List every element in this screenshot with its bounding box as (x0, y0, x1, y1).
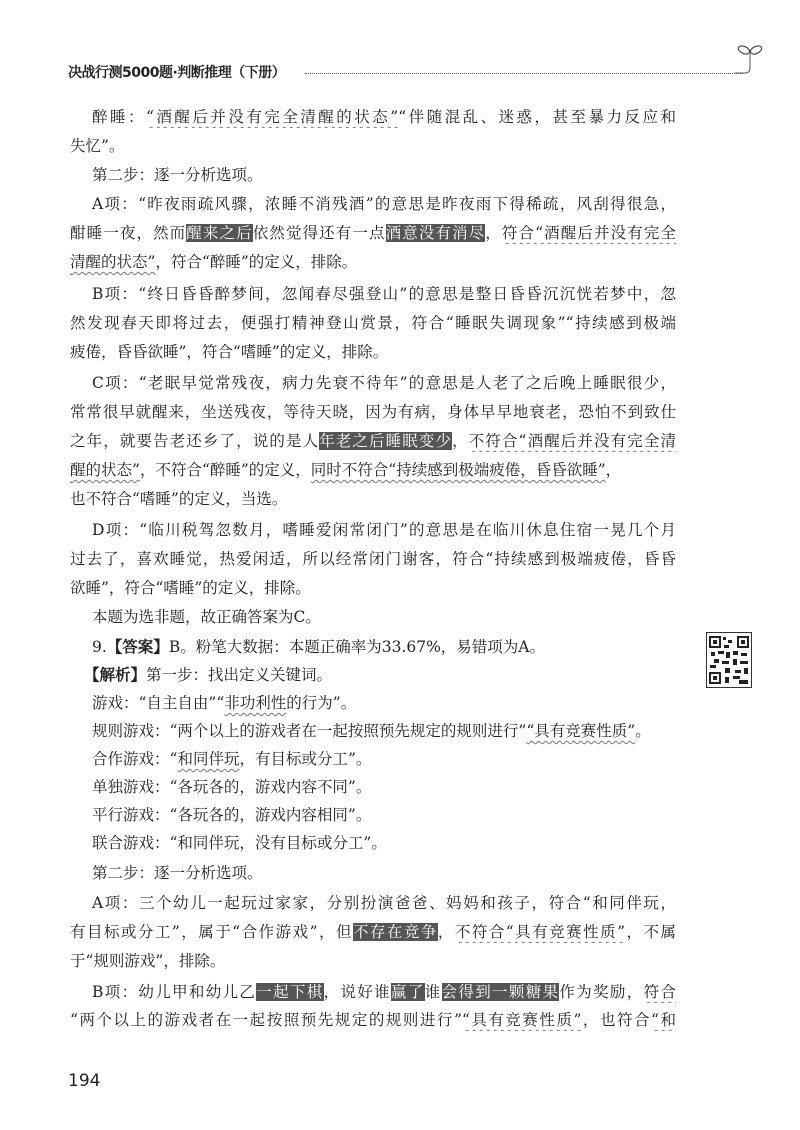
page-number: 194 (68, 1071, 101, 1091)
wavy-underline: 清醒的状态” (70, 253, 156, 271)
text: 失忆”。 (70, 137, 125, 155)
text: 之年，就要告老还乡了，说的是人 (70, 432, 320, 450)
highlight: 酒意没有消尽 (385, 224, 486, 242)
text: 过去了，喜欢睡觉，热爱闲适，所以经常闭门谢客，符合“持续感到极端疲倦，昏昏 (70, 550, 676, 568)
text-line (70, 401, 676, 423)
text-line (92, 193, 676, 215)
highlight: 一起下棋 (256, 983, 324, 1001)
text: D项：“临川税驾忽数月，嗜睡爱闲常闭门”的意思是在临川休息住宿一晃几个月 (92, 521, 676, 539)
text: 。 (635, 722, 651, 740)
text-line (92, 748, 676, 770)
text: A项：三个幼儿一起玩过家家，分别扮演爸爸、妈妈和孩子，符合“和同伴玩， (92, 894, 676, 912)
text: 单独游戏：“各玩各的，游戏内容不同”。 (92, 778, 372, 796)
text: ，有目标或分工”。 (239, 750, 372, 768)
text-line (70, 488, 676, 510)
highlight: 赢了 (391, 983, 425, 1001)
text: B项：“终日昏昏醉梦间，忽闻春尽强登山”的意思是整日昏昏沉沉恍若梦中，忽 (92, 285, 676, 303)
text: “伴随混乱、迷惑，甚至暴力反应和 (398, 108, 676, 126)
wavy-underline: “具有竞赛性质” (461, 1011, 582, 1029)
text: 9. (92, 638, 107, 656)
text: 疲倦，昏昏欲睡”，符合“嗜睡”的定义，排除。 (70, 343, 389, 361)
wavy-underline: 醒的状态” (70, 461, 140, 479)
wavy-underline: 符合 (643, 983, 676, 1001)
wavy-underline: 不符合“具有竞赛性质” (454, 923, 626, 941)
text: 第二步：逐一分析选项。 (92, 166, 263, 184)
text-line (70, 430, 676, 452)
wavy-underline: “具有竞赛性质” (526, 722, 636, 740)
wavy-underline: 不符合“酒醒后并没有完全清 (468, 432, 676, 450)
wavy-underline: “和 (651, 1011, 676, 1029)
text-line (70, 251, 676, 273)
text-line (92, 720, 676, 742)
text: B。粉笔大数据：本题正确率为33.67%，易错项为A。 (168, 638, 545, 656)
text-line (84, 664, 676, 686)
text: 有目标或分工”，属于“合作游戏”，但 (70, 923, 353, 941)
text: 也不符合“嗜睡”的定义，当选。 (70, 490, 288, 508)
text-line (92, 106, 676, 128)
header-divider (305, 73, 743, 74)
text-line (70, 577, 676, 599)
sprout-icon (735, 42, 775, 82)
text-line (70, 312, 676, 334)
text: ， (485, 224, 502, 242)
text: ， (452, 432, 469, 450)
highlight: 不存在竞争 (352, 923, 438, 941)
text: 醉睡： (92, 108, 146, 126)
text: 规则游戏：“两个以上的游戏者在一起按照预先规定的规则进行” (92, 722, 527, 740)
text-line (92, 283, 676, 305)
text: ，说好谁 (323, 983, 391, 1001)
text: ，不符合“醉睡”的定义， (139, 461, 311, 479)
text: 合作游戏：“ (92, 750, 178, 768)
text: 平行游戏：“各玩各的，游戏内容相同”。 (92, 806, 372, 824)
text-line (92, 981, 676, 1003)
text: “两个以上的游戏者在一起按照预先规定的规则进行” (70, 1011, 462, 1029)
text: 第二步：逐一分析选项。 (92, 864, 263, 882)
text-line (92, 862, 676, 884)
text: 于“规则游戏”，排除。 (70, 952, 226, 970)
text: 谁 (424, 983, 442, 1001)
text-line (70, 548, 676, 570)
wavy-underline: 非功利性 (224, 694, 287, 712)
text-line (70, 341, 676, 363)
text: ，也符合 (581, 1011, 652, 1029)
text: ，不属 (625, 923, 676, 941)
text: 欲睡”，符合“嗜睡”的定义，排除。 (70, 579, 311, 597)
text: 酣睡一夜，然而 (70, 224, 187, 242)
text: ，符合“醉睡”的定义，排除。 (155, 253, 358, 271)
highlight: 醒来之后 (186, 224, 253, 242)
text-line (70, 222, 676, 244)
text-line (92, 372, 676, 394)
text-line (92, 606, 676, 628)
text: 常常很早就醒来，坐送残夜，等待天晓，因为有病，身体早早地衰老，恐怕不到致仕 (70, 403, 676, 421)
running-header: 决战行测5000题·判断推理（下册） (68, 65, 286, 81)
text-line (92, 636, 676, 658)
qr-code[interactable] (706, 632, 752, 688)
text-line (70, 950, 676, 972)
text-line (92, 519, 676, 541)
text-line (92, 832, 676, 854)
text: B项：幼儿甲和幼儿乙 (92, 983, 257, 1001)
text: 游戏：“自主自由”“ (92, 694, 225, 712)
text-line (70, 135, 676, 157)
text: 然发现春天即将过去，便强打精神登山赏景，符合“睡眠失调现象”“持续感到极端 (70, 314, 676, 332)
text: A项：“昨夜雨疏风骤，浓睡不消残酒”的意思是昨夜雨下得稀疏，风刮得很急， (92, 195, 676, 213)
text: 联合游戏：“和同伴玩，没有目标或分工”。 (92, 834, 387, 852)
text: ， (437, 923, 455, 941)
text-line (92, 892, 676, 914)
text-line (92, 804, 676, 826)
text-line (70, 921, 676, 943)
text-line (92, 164, 676, 186)
text: ， (605, 461, 622, 479)
text: C项：“老眠早觉常残夜，病力先衰不待年”的意思是人老了之后晚上睡眠很少， (92, 374, 676, 392)
wavy-underline: 和同伴玩 (177, 750, 240, 768)
text-line (70, 459, 676, 481)
text: 第一步：找出定义关键词。 (146, 666, 333, 684)
bold-label: 【答案】 (106, 638, 169, 656)
text-line (92, 776, 676, 798)
text: 的行为”。 (286, 694, 357, 712)
highlight: 年老之后睡眠变少 (319, 432, 453, 450)
wavy-underline: 符合“酒醒后并没有完全 (501, 224, 676, 242)
text-line (92, 692, 676, 714)
bold-label: 【解析】 (84, 666, 147, 684)
text-line (70, 1009, 676, 1031)
text: 依然觉得还有一点 (252, 224, 386, 242)
wavy-underline: “酒醒后并没有完全清醒的状态” (145, 108, 399, 126)
highlight: 会得到一颗糖果 (441, 983, 560, 1001)
wavy-underline: 同时不符合“持续感到极端疲倦，昏昏欲睡” (310, 461, 606, 479)
text: 作为奖励， (559, 983, 644, 1001)
text: 本题为选非题，故正确答案为C。 (92, 608, 321, 626)
